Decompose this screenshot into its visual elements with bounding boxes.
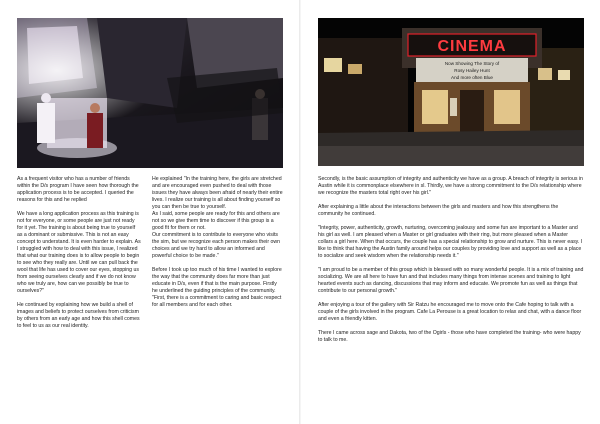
paragraph: There I came across sage and Dakota, two of the Ogirls - those who have completed the training- who were happy to talk to me. bbox=[318, 330, 581, 343]
paragraph: He explained "In the training here, the girls are stretched and are encouraged even pushed to deal with those issues they have always been afraid of nearly their entire lives. I realize our training is all about finding yourself so you can then be true to yourself. As I said, some people are ready for this and others are not so we give them time to discover if this group is a good fit for them or not. Our commitment is to contribute to everyone who visits the sim, but we recognize each person makes their own choices and we try hard to allow an informed and powerful choice to be made." bbox=[152, 176, 283, 259]
marquee-line-2: Rosy Hailey Hunt bbox=[454, 68, 490, 73]
left-column-1 bbox=[17, 176, 142, 337]
paragraph: He continued by explaining how we build a shell of images and beliefs to protect ourselves from criticism by others from an early age and how this shell comes to feel to us as our real identity. bbox=[17, 302, 140, 329]
paragraph: "I am proud to be a member of this group which is blessed with so many wonderful people. It is a mix of training and socializing. We are all here to have fun and that includes many things from intense scenes and training to light hearted events such as dancing, discussions that may inform and educate. We promote fun as well as things that contribute to our personal growth." bbox=[318, 267, 584, 294]
photo-cinema-building bbox=[318, 18, 584, 166]
page-gutter bbox=[299, 0, 301, 424]
paragraph: We have a long application process as this training is not for everyone, or some people are just not ready for it yet. The training is about being true to yourself as a dominant or submissive. This is not an easy concept to understand. It is even harder to explain. As I struggled with how to deal with this issue, I realized that what our training does is to allow people to begin to see who they really are. Until we can pull back the wool that life has used to cover our eyes, stopping us from seeing ourselves clearly and if we do not know who we truly are, how can we possibly be true to ourselves?" bbox=[17, 211, 141, 294]
club-scene-graphic bbox=[17, 18, 283, 168]
cinema-sign-text: CINEMA bbox=[437, 38, 507, 55]
marquee-line-1: Now Showing The Story of bbox=[444, 61, 500, 66]
paragraph: After explaining a little about the interactions between the girls and masters and how this strengthens the community he continued. bbox=[318, 204, 559, 217]
paragraph: Secondly, is the basic assumption of integrity and authenticity we have as a group. A breach of integrity is serious in Austin while it is commonplace elsewhere in sl. Thirdly, we have a strong commitment to the D/s relationship where we recognize the masters total right over his girl." bbox=[318, 176, 583, 196]
cinema-scene-graphic bbox=[318, 18, 584, 166]
paragraph: Before I took up too much of his time I wanted to explore the way that the community does far more than just educate in D/s, even if that is the main purpose. Firstly he underlined the guiding principles of the community. "First, there is a commitment to caring and basic respect for all members and for each other. bbox=[152, 267, 282, 308]
left-column-2 bbox=[152, 176, 283, 316]
paragraph: "Integrity, power, authenticity, growth, nurturing, overcoming jealousy and some fun are important to a Master and his girl as well. I am pleased when a Master or girl graduates with their ring, but more pleased when a Master collars a girl here. When that occurs, the couple has a special relationship to grow and nurture. This is never easy. I like to think that having the Austin family around helps our couples by providing love and support as well as a place to socialize and seek wisdom when the relationship needs it." bbox=[318, 225, 583, 259]
paragraph: As a frequent visitor who has a number of friends within the D/s program I have seen how thorough the application process is to be accepted. I queried the reasons for this and he replied bbox=[17, 176, 139, 203]
right-column bbox=[318, 176, 584, 351]
photo-club-interior bbox=[17, 18, 283, 168]
paragraph: After enjoying a tour of the gallery with Sir Ratzu he encouraged me to move onto the Cafe hoping to talk with a couple of the girls involved in the program. Cafe La Perouse is a great location to relax and chat, with a dance floor and even a friendly kitten. bbox=[318, 302, 582, 322]
marquee-line-3: And more often Blue bbox=[451, 75, 493, 80]
